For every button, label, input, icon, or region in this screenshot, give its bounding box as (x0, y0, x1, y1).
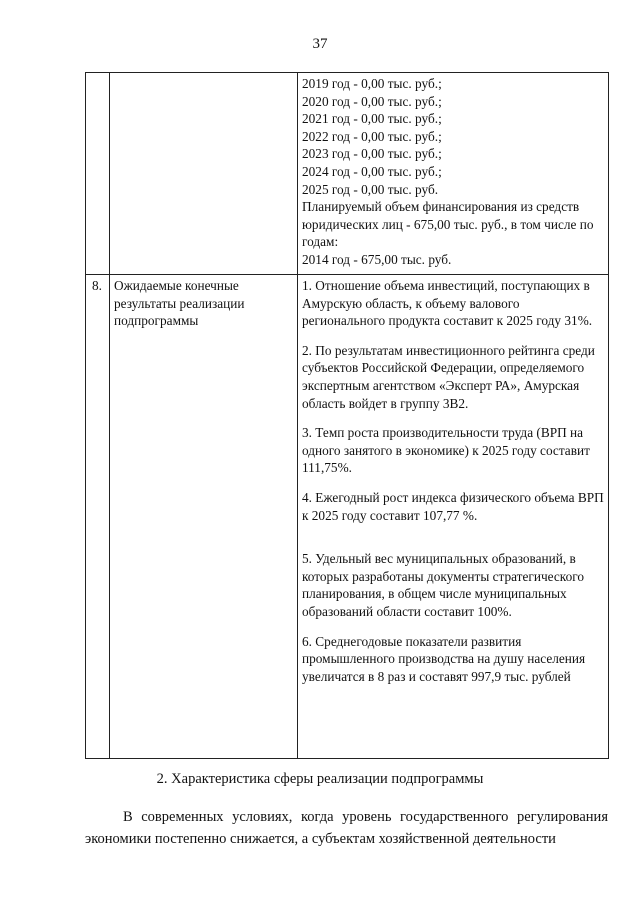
row-content-cell (298, 275, 609, 759)
result-item: 5. Удельный вес муниципальных образований, в которых разработаны документы стратегического планирования, в общем числе муниципальных образований области составит 100%. (302, 551, 584, 619)
passport-table (85, 72, 609, 759)
funding-line: 2025 год - 0,00 тыс. руб. (302, 181, 439, 197)
funding-line: 2023 год - 0,00 тыс. руб.; (302, 146, 442, 162)
funding-line: 2022 год - 0,00 тыс. руб.; (302, 128, 442, 144)
body-paragraph: В современных условиях, когда уровень государственного регулирования экономики постепенно снижается, а субъектам хозяйственной деятельности (85, 809, 608, 847)
result-item: 6. Среднегодовые показатели развития промышленного производства на душу населения увеличатся в 8 раз и составят 997,9 тыс. рублей (302, 633, 586, 684)
row-label-cell: Ожидаемые конечные результаты реализации подпрограммы (110, 275, 298, 759)
funding-line: 2019 год - 0,00 тыс. руб.; (302, 76, 442, 91)
row-label-cell (110, 73, 298, 275)
row-number-cell (86, 73, 110, 275)
row-number-cell: 8. (86, 275, 110, 759)
funding-line: 2024 год - 0,00 тыс. руб.; (302, 163, 442, 179)
result-item: 4. Ежегодный рост индекса физического объема ВРП к 2025 году составит 107,77 %. (302, 489, 604, 523)
row-content-cell (298, 73, 609, 275)
result-item: 2. По результатам инвестиционного рейтинга среди субъектов Российской Федерации, определяемого экспертным агентством «Эксперт РА», Амурская область войдет в группу 3В2. (302, 342, 595, 411)
table-row (86, 275, 609, 759)
section-heading: 2. Характеристика сферы реализации подпрограммы (156, 771, 484, 787)
result-item: 3. Темп роста производительности труда (ВРП на одного занятого в экономике) к 2025 году составит 111,75%. (302, 425, 590, 476)
result-item: 1. Отношение объема инвестиций, поступающих в Амурскую область, к объему валового регионального продукта составит к 2025 году 31%. (302, 278, 593, 329)
funding-line: Планируемый объем финансирования из средств юридических лиц - 675,00 тыс. руб., в том числе по годам: (302, 199, 594, 250)
page-number: 37 (312, 36, 328, 52)
funding-line: 2021 год - 0,00 тыс. руб.; (302, 111, 442, 127)
funding-line: 2014 год - 675,00 тыс. руб. (302, 251, 452, 267)
funding-line: 2020 год - 0,00 тыс. руб.; (302, 93, 442, 109)
table-row (86, 73, 609, 275)
